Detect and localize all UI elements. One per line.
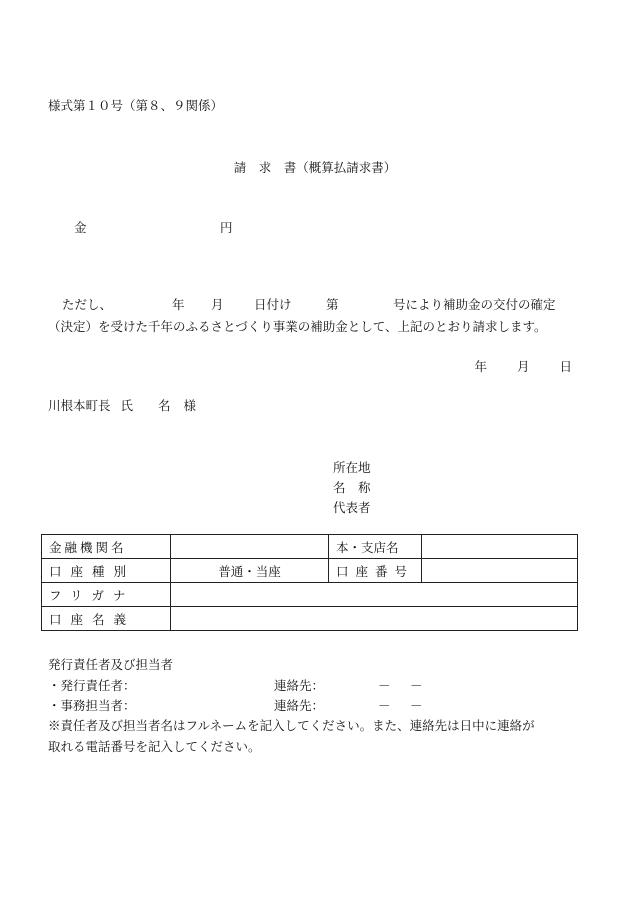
- account-name-value[interactable]: [171, 607, 578, 631]
- table-row: [42, 583, 578, 607]
- staff-contact-sep-2: －: [410, 698, 423, 713]
- account-number-label: 口座番号: [329, 559, 422, 583]
- account-type-label: 口座種別: [42, 559, 171, 583]
- account-name-label: 口座名義: [42, 607, 171, 631]
- statement-month-label: 月: [211, 297, 224, 312]
- applicant-representative-label: 代表者: [333, 500, 371, 515]
- addressee: [48, 396, 196, 414]
- institution-label: 金融機関名: [42, 535, 171, 559]
- table-row: [42, 535, 578, 559]
- account-number-value[interactable]: [422, 559, 578, 583]
- addressee-title: 川根本町長: [48, 398, 111, 413]
- issuer-contact-label: 連絡先：: [274, 678, 325, 693]
- date-year-label: 年: [474, 359, 487, 374]
- issuer-label: ・発行責任者：: [48, 678, 136, 693]
- request-statement-line-2: （決定）を受けた千年のふるさとづくり事業の補助金として、上記のとおり請求します。: [48, 319, 547, 334]
- date-day-label: 日: [559, 359, 572, 374]
- issuer-contact-sep-2: －: [410, 678, 423, 693]
- note-line-1: ※責任者及び担当者名はフルネームを記入してください。また、連絡先は日中に連絡が: [48, 718, 535, 733]
- amount-prefix: 金: [74, 220, 87, 235]
- statement-year-label: 年: [172, 297, 185, 312]
- document-title: 請 求 書（概算払請求書）: [233, 160, 397, 175]
- furigana-value[interactable]: [171, 583, 578, 607]
- applicant-address-label: 所在地: [333, 460, 371, 475]
- bank-account-table: [41, 534, 578, 631]
- staff-contact-sep-1: －: [378, 698, 391, 713]
- applicant-name-label: 名 称: [333, 480, 371, 495]
- table-row: [42, 607, 578, 631]
- responsible-heading: 発行責任者及び担当者: [48, 657, 174, 672]
- branch-value[interactable]: [422, 535, 578, 559]
- request-date: [474, 357, 572, 375]
- statement-day-label: 日付け: [254, 297, 292, 312]
- date-month-label: 月: [516, 359, 530, 374]
- furigana-label: フリガナ: [42, 583, 171, 607]
- table-row: [42, 559, 578, 583]
- staff-contact-label: 連絡先：: [274, 698, 325, 713]
- branch-label: 本・支店名: [329, 535, 422, 559]
- note-line-2: 取れる電話番号を記入してください。: [48, 739, 261, 754]
- amount-unit: 円: [220, 220, 233, 235]
- statement-lead: ただし、: [62, 297, 113, 312]
- staff-label: ・事務担当者：: [48, 698, 136, 713]
- issuer-contact-sep-1: －: [378, 678, 391, 693]
- statement-line1-rest: 号により補助金の交付の確定: [393, 297, 556, 312]
- statement-number-prefix: 第: [326, 297, 339, 312]
- account-type-value[interactable]: 普通・当座: [171, 559, 329, 583]
- addressee-honorific: 様: [183, 398, 197, 413]
- addressee-name: 氏 名: [120, 398, 171, 413]
- institution-value[interactable]: [171, 535, 329, 559]
- form-number-label: 様式第１０号（第８、９関係）: [48, 98, 224, 113]
